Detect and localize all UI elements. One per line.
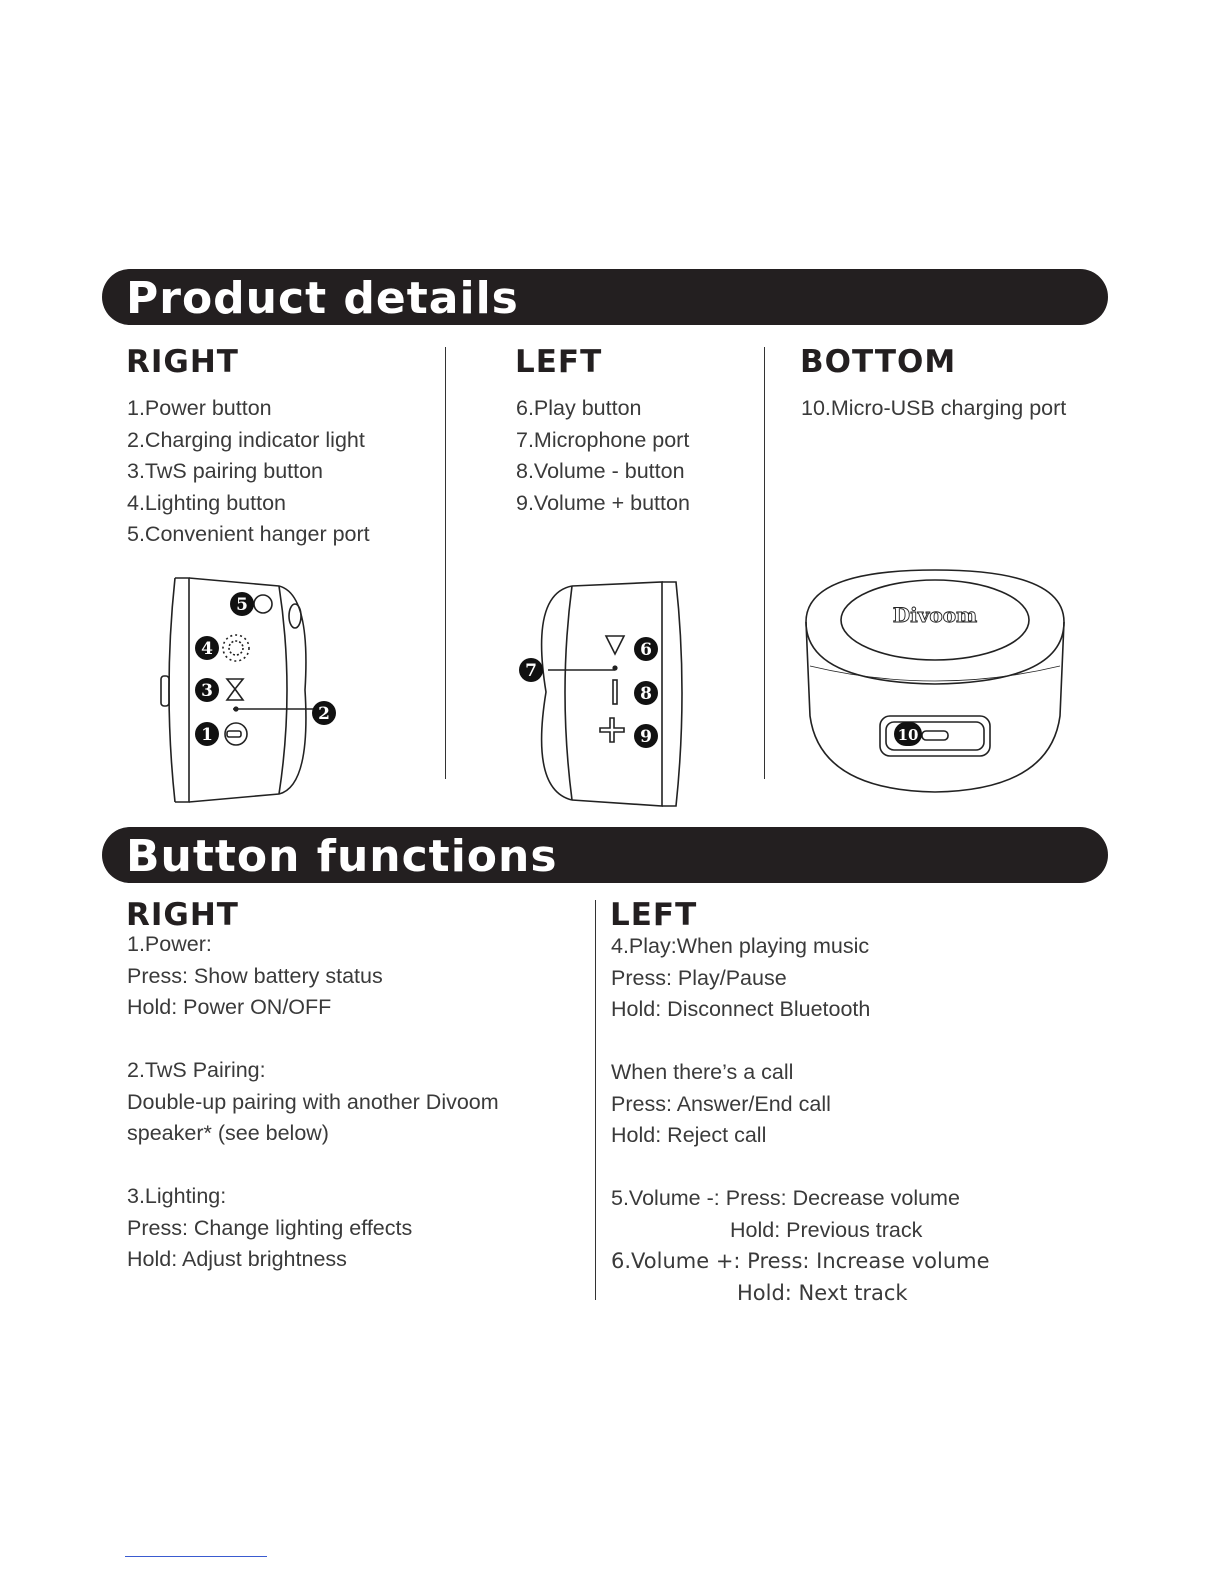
call-title: When there’s a call [611, 1060, 794, 1084]
speaker-left-side-illustration [516, 580, 696, 810]
lighting-press: Press: Change lighting effects [127, 1215, 413, 1240]
list-item: 10.Micro-USB charging port [801, 396, 1067, 420]
right-heading: RIGHT [126, 344, 239, 380]
tws-desc-1: Double-up pairing with another Divoom [127, 1089, 499, 1114]
tws-title: 2.TwS Pairing: [127, 1058, 266, 1082]
callout-4-badge [194, 635, 220, 661]
callout-2-label: 2 [318, 704, 330, 724]
volume-minus-press: 5.Volume -: Press: Decrease volume [611, 1186, 960, 1210]
callout-7-badge [518, 657, 544, 683]
callout-9-badge [633, 723, 659, 749]
call-press: Press: Answer/End call [611, 1091, 831, 1116]
list-item: 3.TwS pairing button [127, 459, 324, 483]
callout-1-badge [194, 721, 220, 747]
list-item: 9.Volume + button [516, 490, 690, 515]
footer-underline [125, 1556, 267, 1557]
power-press: Press: Show battery status [127, 963, 383, 988]
bf-left-column [611, 931, 990, 1309]
button-functions-banner [102, 827, 1108, 883]
product-details-title: Product details [126, 273, 519, 324]
list-item: 1.Power button [127, 396, 272, 420]
callout-10-label: 10 [897, 726, 919, 744]
callout-3-label: 3 [201, 681, 213, 701]
column-divider [595, 900, 596, 1300]
brand-logo-text: Divoom [892, 603, 978, 627]
play-hold: Hold: Disconnect Bluetooth [611, 997, 871, 1021]
list-item: 7.Microphone port [516, 427, 690, 452]
list-item: 8.Volume - button [516, 459, 685, 483]
volume-plus-press: 6.Volume +: Press: Increase volume [611, 1249, 990, 1273]
callout-5-badge [229, 591, 255, 617]
callout-4-label: 4 [201, 639, 213, 659]
bottom-heading: BOTTOM [800, 344, 957, 380]
bf-right-heading: RIGHT [126, 897, 239, 933]
callout-6-badge [633, 636, 659, 662]
callout-2-badge [311, 700, 337, 726]
callout-6-label: 6 [640, 640, 652, 660]
right-parts-list [127, 393, 370, 551]
bottom-parts-list [801, 393, 1066, 425]
play-press: Press: Play/Pause [611, 965, 787, 990]
callout-1-label: 1 [201, 725, 213, 745]
callout-7-label: 7 [525, 661, 537, 681]
column-divider [445, 347, 446, 779]
callout-5-label: 5 [236, 595, 248, 615]
list-item: 5.Convenient hanger port [127, 522, 370, 546]
callout-9-label: 9 [640, 727, 652, 747]
button-functions-title: Button functions [126, 831, 558, 882]
left-parts-list [516, 393, 690, 519]
volume-plus-hold: Hold: Next track [737, 1280, 908, 1305]
callout-8-badge [633, 680, 659, 706]
speaker-right-side-illustration [155, 572, 355, 808]
list-item: 2.Charging indicator light [127, 427, 365, 452]
call-hold: Hold: Reject call [611, 1123, 767, 1147]
product-details-banner [102, 269, 1108, 325]
lighting-hold: Hold: Adjust brightness [127, 1247, 347, 1271]
bf-right-column [127, 929, 499, 1276]
lighting-title: 3.Lighting: [127, 1184, 227, 1208]
play-title: 4.Play:When playing music [611, 934, 870, 958]
column-divider [764, 347, 765, 779]
left-heading: LEFT [515, 344, 603, 380]
list-item: 4.Lighting button [127, 490, 286, 515]
volume-minus-hold: Hold: Previous track [730, 1217, 923, 1242]
power-hold: Hold: Power ON/OFF [127, 995, 332, 1019]
callout-3-badge [194, 677, 220, 703]
tws-desc-2: speaker* (see below) [127, 1121, 329, 1145]
bf-left-heading: LEFT [610, 897, 698, 933]
callout-10-badge [893, 721, 923, 747]
callout-8-label: 8 [640, 684, 652, 704]
power-title: 1.Power: [127, 932, 212, 956]
speaker-bottom-illustration [800, 566, 1070, 796]
list-item: 6.Play button [516, 396, 642, 420]
